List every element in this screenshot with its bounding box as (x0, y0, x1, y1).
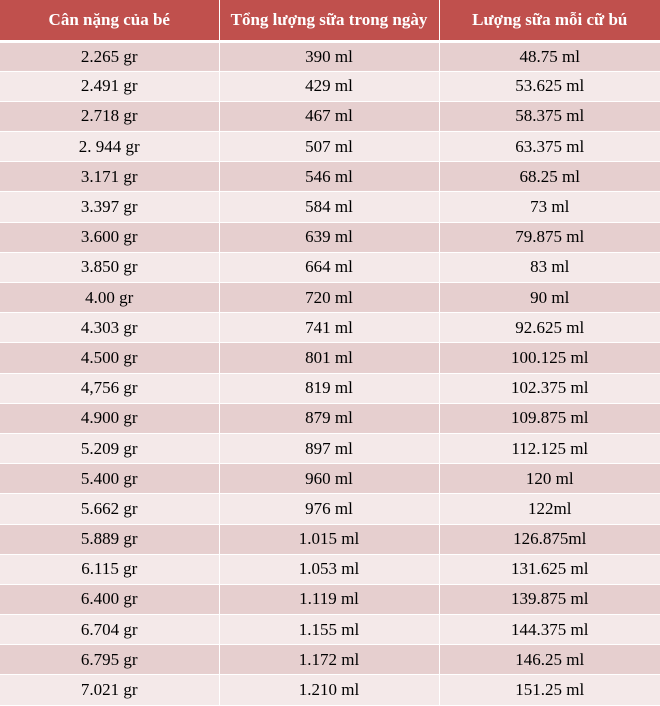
table-row (0, 494, 660, 524)
cell-daily-total-milk: 1.172 ml (219, 645, 439, 675)
cell-daily-total-milk: 639 ml (219, 222, 439, 252)
table-row (0, 584, 660, 614)
table-row (0, 524, 660, 554)
table-row (0, 162, 660, 192)
header-milk-per-feeding: Lượng sữa mỗi cữ bú (439, 0, 660, 41)
cell-baby-weight: 2.491 gr (0, 71, 219, 101)
cell-milk-per-feeding: 53.625 ml (439, 71, 660, 101)
header-daily-total-milk: Tổng lượng sữa trong ngày (219, 0, 439, 41)
cell-daily-total-milk: 879 ml (219, 403, 439, 433)
cell-daily-total-milk: 720 ml (219, 283, 439, 313)
cell-baby-weight: 6.115 gr (0, 554, 219, 584)
cell-daily-total-milk: 1.015 ml (219, 524, 439, 554)
table-row (0, 192, 660, 222)
cell-milk-per-feeding: 92.625 ml (439, 313, 660, 343)
cell-daily-total-milk: 1.210 ml (219, 675, 439, 705)
cell-milk-per-feeding: 68.25 ml (439, 162, 660, 192)
cell-baby-weight: 5.889 gr (0, 524, 219, 554)
cell-milk-per-feeding: 90 ml (439, 283, 660, 313)
cell-baby-weight: 3.171 gr (0, 162, 219, 192)
table-row (0, 403, 660, 433)
cell-daily-total-milk: 1.155 ml (219, 615, 439, 645)
cell-daily-total-milk: 546 ml (219, 162, 439, 192)
cell-baby-weight: 4,756 gr (0, 373, 219, 403)
cell-baby-weight: 3.600 gr (0, 222, 219, 252)
table-row (0, 645, 660, 675)
table-row (0, 283, 660, 313)
table-row (0, 615, 660, 645)
cell-baby-weight: 2.265 gr (0, 41, 219, 71)
cell-milk-per-feeding: 100.125 ml (439, 343, 660, 373)
cell-milk-per-feeding: 122ml (439, 494, 660, 524)
cell-baby-weight: 4.900 gr (0, 403, 219, 433)
cell-daily-total-milk: 960 ml (219, 464, 439, 494)
cell-baby-weight: 6.704 gr (0, 615, 219, 645)
table-row (0, 464, 660, 494)
cell-milk-per-feeding: 139.875 ml (439, 584, 660, 614)
cell-baby-weight: 5.662 gr (0, 494, 219, 524)
cell-baby-weight: 5.400 gr (0, 464, 219, 494)
table-body (0, 41, 660, 705)
cell-milk-per-feeding: 144.375 ml (439, 615, 660, 645)
cell-milk-per-feeding: 112.125 ml (439, 433, 660, 463)
cell-baby-weight: 4.00 gr (0, 283, 219, 313)
table-row (0, 71, 660, 101)
cell-baby-weight: 3.397 gr (0, 192, 219, 222)
cell-daily-total-milk: 390 ml (219, 41, 439, 71)
cell-milk-per-feeding: 120 ml (439, 464, 660, 494)
table-row (0, 313, 660, 343)
cell-milk-per-feeding: 126.875ml (439, 524, 660, 554)
cell-baby-weight: 4.303 gr (0, 313, 219, 343)
table-row (0, 222, 660, 252)
cell-daily-total-milk: 801 ml (219, 343, 439, 373)
table-row (0, 554, 660, 584)
cell-baby-weight: 3.850 gr (0, 252, 219, 282)
cell-baby-weight: 2.718 gr (0, 101, 219, 131)
header-row (0, 0, 660, 41)
header-baby-weight: Cân nặng của bé (0, 0, 219, 41)
table-row (0, 101, 660, 131)
cell-daily-total-milk: 1.053 ml (219, 554, 439, 584)
cell-baby-weight: 2. 944 gr (0, 132, 219, 162)
cell-daily-total-milk: 664 ml (219, 252, 439, 282)
cell-milk-per-feeding: 102.375 ml (439, 373, 660, 403)
cell-baby-weight: 4.500 gr (0, 343, 219, 373)
cell-milk-per-feeding: 83 ml (439, 252, 660, 282)
cell-milk-per-feeding: 63.375 ml (439, 132, 660, 162)
cell-milk-per-feeding: 48.75 ml (439, 41, 660, 71)
cell-milk-per-feeding: 79.875 ml (439, 222, 660, 252)
table-row (0, 41, 660, 71)
cell-daily-total-milk: 1.119 ml (219, 584, 439, 614)
cell-daily-total-milk: 741 ml (219, 313, 439, 343)
cell-milk-per-feeding: 146.25 ml (439, 645, 660, 675)
table-row (0, 433, 660, 463)
table-row (0, 373, 660, 403)
table-row (0, 132, 660, 162)
table-row (0, 675, 660, 705)
cell-baby-weight: 5.209 gr (0, 433, 219, 463)
cell-baby-weight: 6.400 gr (0, 584, 219, 614)
table-header (0, 0, 660, 41)
cell-daily-total-milk: 429 ml (219, 71, 439, 101)
cell-milk-per-feeding: 151.25 ml (439, 675, 660, 705)
cell-daily-total-milk: 976 ml (219, 494, 439, 524)
cell-daily-total-milk: 467 ml (219, 101, 439, 131)
cell-baby-weight: 7.021 gr (0, 675, 219, 705)
cell-milk-per-feeding: 58.375 ml (439, 101, 660, 131)
cell-milk-per-feeding: 109.875 ml (439, 403, 660, 433)
table-row (0, 252, 660, 282)
table-row (0, 343, 660, 373)
cell-baby-weight: 6.795 gr (0, 645, 219, 675)
cell-milk-per-feeding: 131.625 ml (439, 554, 660, 584)
cell-daily-total-milk: 584 ml (219, 192, 439, 222)
cell-daily-total-milk: 897 ml (219, 433, 439, 463)
cell-milk-per-feeding: 73 ml (439, 192, 660, 222)
cell-daily-total-milk: 507 ml (219, 132, 439, 162)
cell-daily-total-milk: 819 ml (219, 373, 439, 403)
